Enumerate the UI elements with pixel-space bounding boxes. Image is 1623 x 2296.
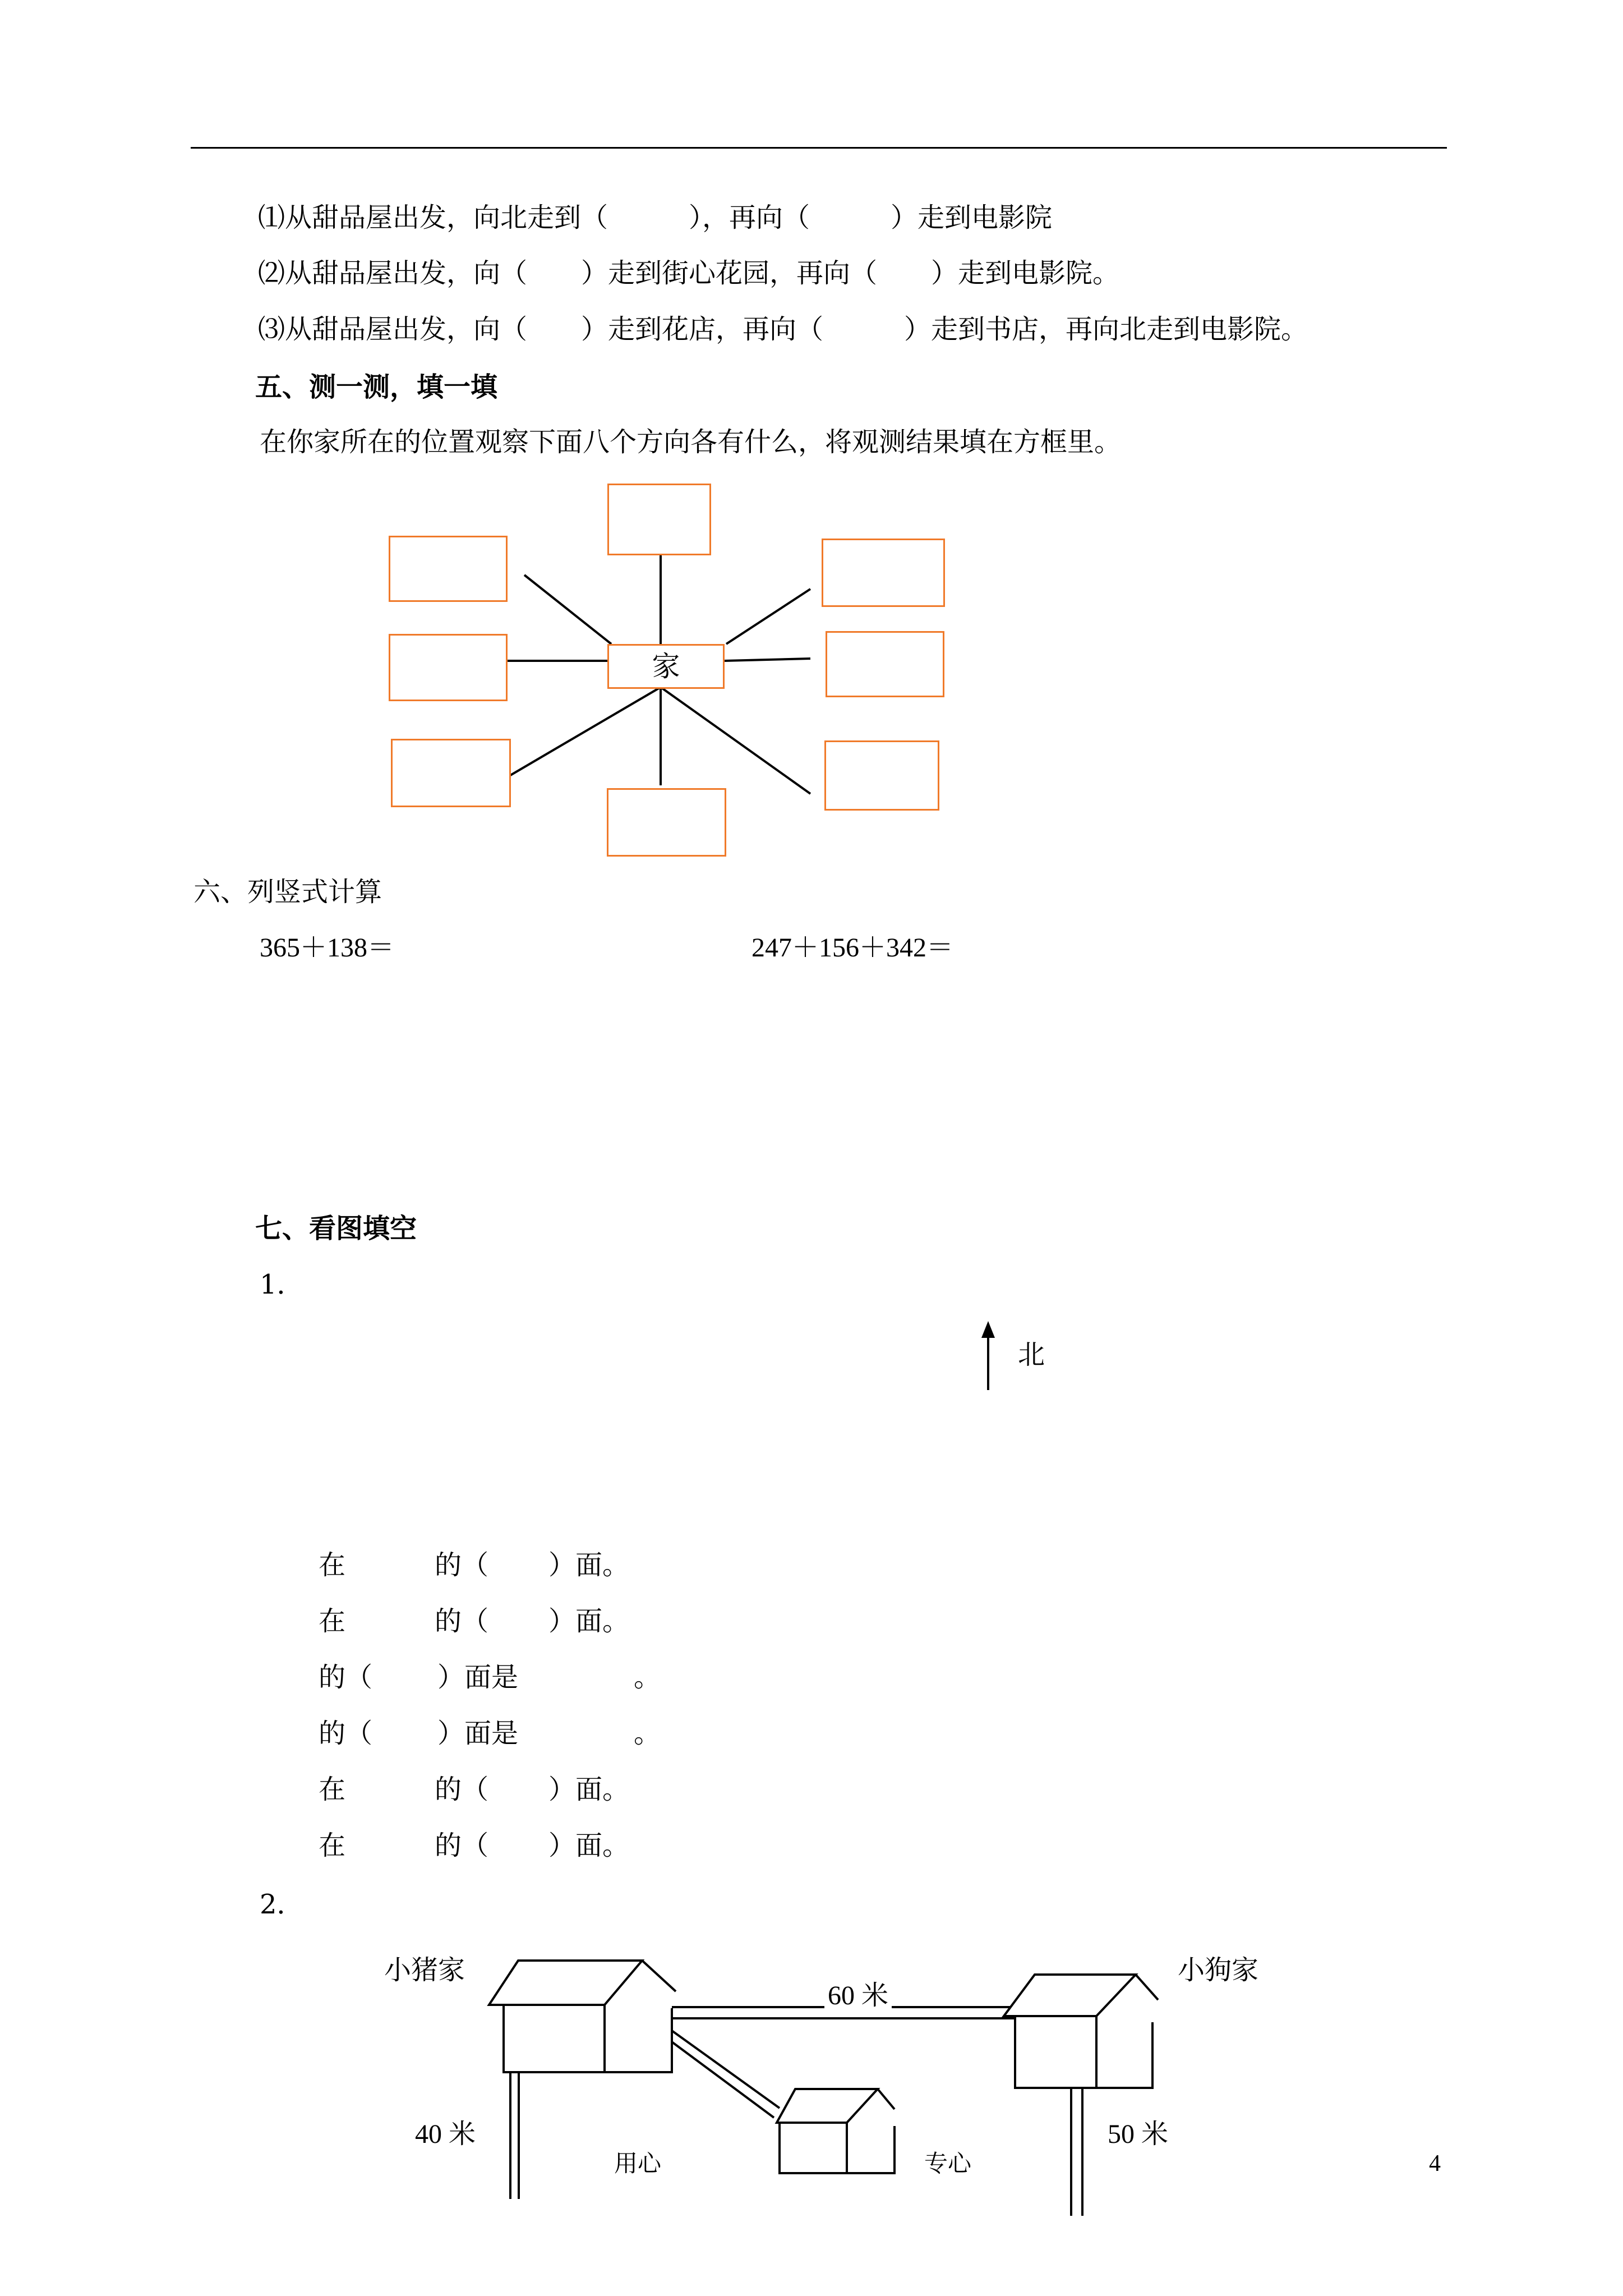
footer-middle-text: 专心 (924, 2150, 972, 2177)
fill-line-4-a: 的（ (319, 1718, 373, 1749)
question-2-number: 2． (260, 1889, 304, 1920)
fill-line-6-b: 的（ (435, 1830, 489, 1861)
calc-problem-2: 247＋156＋342＝ (751, 933, 954, 963)
fill-line-6-c: ）面。 (548, 1830, 630, 1861)
question-item-2: ⑵从甜品屋出发，向（ ）走到街心花园，再向（ ）走到电影院。 (258, 257, 1120, 289)
distance-60-label: 60 米 (824, 1979, 892, 2013)
distance-40-label: 40 米 (415, 2119, 476, 2149)
dog-house-icon (1004, 1975, 1158, 2088)
small-house-icon (777, 2089, 895, 2173)
home-label: 家 (652, 650, 680, 683)
fill-line-2-a: 在 (319, 1605, 346, 1637)
fill-line-5-c: ）面。 (548, 1774, 630, 1805)
pig-house-label: 小猪家 (384, 1954, 465, 1986)
page-number: 4 (1429, 2151, 1441, 2177)
footer-left-text: 用心 (614, 2150, 662, 2177)
calc-problem-1: 365＋138＝ (260, 933, 395, 963)
fill-line-1-c: ）面。 (548, 1549, 630, 1581)
dog-house-label: 小狗家 (1178, 1954, 1259, 1986)
section-5-instruction: 在你家所在的位置观察下面八个方向各有什么，将观测结果填在方框里。 (260, 426, 1122, 458)
question-item-3: ⑶从甜品屋出发，向（ ）走到花店，再向（ ）走到书店，再向北走到电影院。 (258, 314, 1308, 345)
fill-line-3-a: 的（ (319, 1662, 373, 1693)
fill-line-2-c: ）面。 (548, 1605, 630, 1637)
fill-line-4-b: ）面是 (437, 1718, 519, 1749)
fill-line-3-b: ）面是 (437, 1662, 519, 1693)
north-label: 北 (1018, 1339, 1045, 1370)
fill-line-4-c: 。 (634, 1718, 661, 1749)
question-item-1: ⑴从甜品屋出发，向北走到（ ），再向（ ）走到电影院 (258, 202, 1053, 233)
fill-line-5-a: 在 (319, 1774, 346, 1805)
section-6-title: 六、列竖式计算 (193, 876, 382, 908)
question-1-number: 1． (260, 1269, 304, 1300)
fill-line-1-b: 的（ (435, 1549, 489, 1581)
fill-line-2-b: 的（ (435, 1605, 489, 1637)
fill-line-5-b: 的（ (435, 1774, 489, 1805)
distance-50-label: 50 米 (1108, 2119, 1169, 2149)
fill-line-6-a: 在 (319, 1830, 346, 1861)
section-7-title: 七、看图填空 (255, 1213, 417, 1244)
pig-house-icon (489, 1961, 676, 2072)
section-5-title: 五、测一测，填一填 (255, 371, 498, 403)
fill-line-1-a: 在 (319, 1549, 346, 1581)
fill-line-3-c: 。 (634, 1662, 661, 1693)
